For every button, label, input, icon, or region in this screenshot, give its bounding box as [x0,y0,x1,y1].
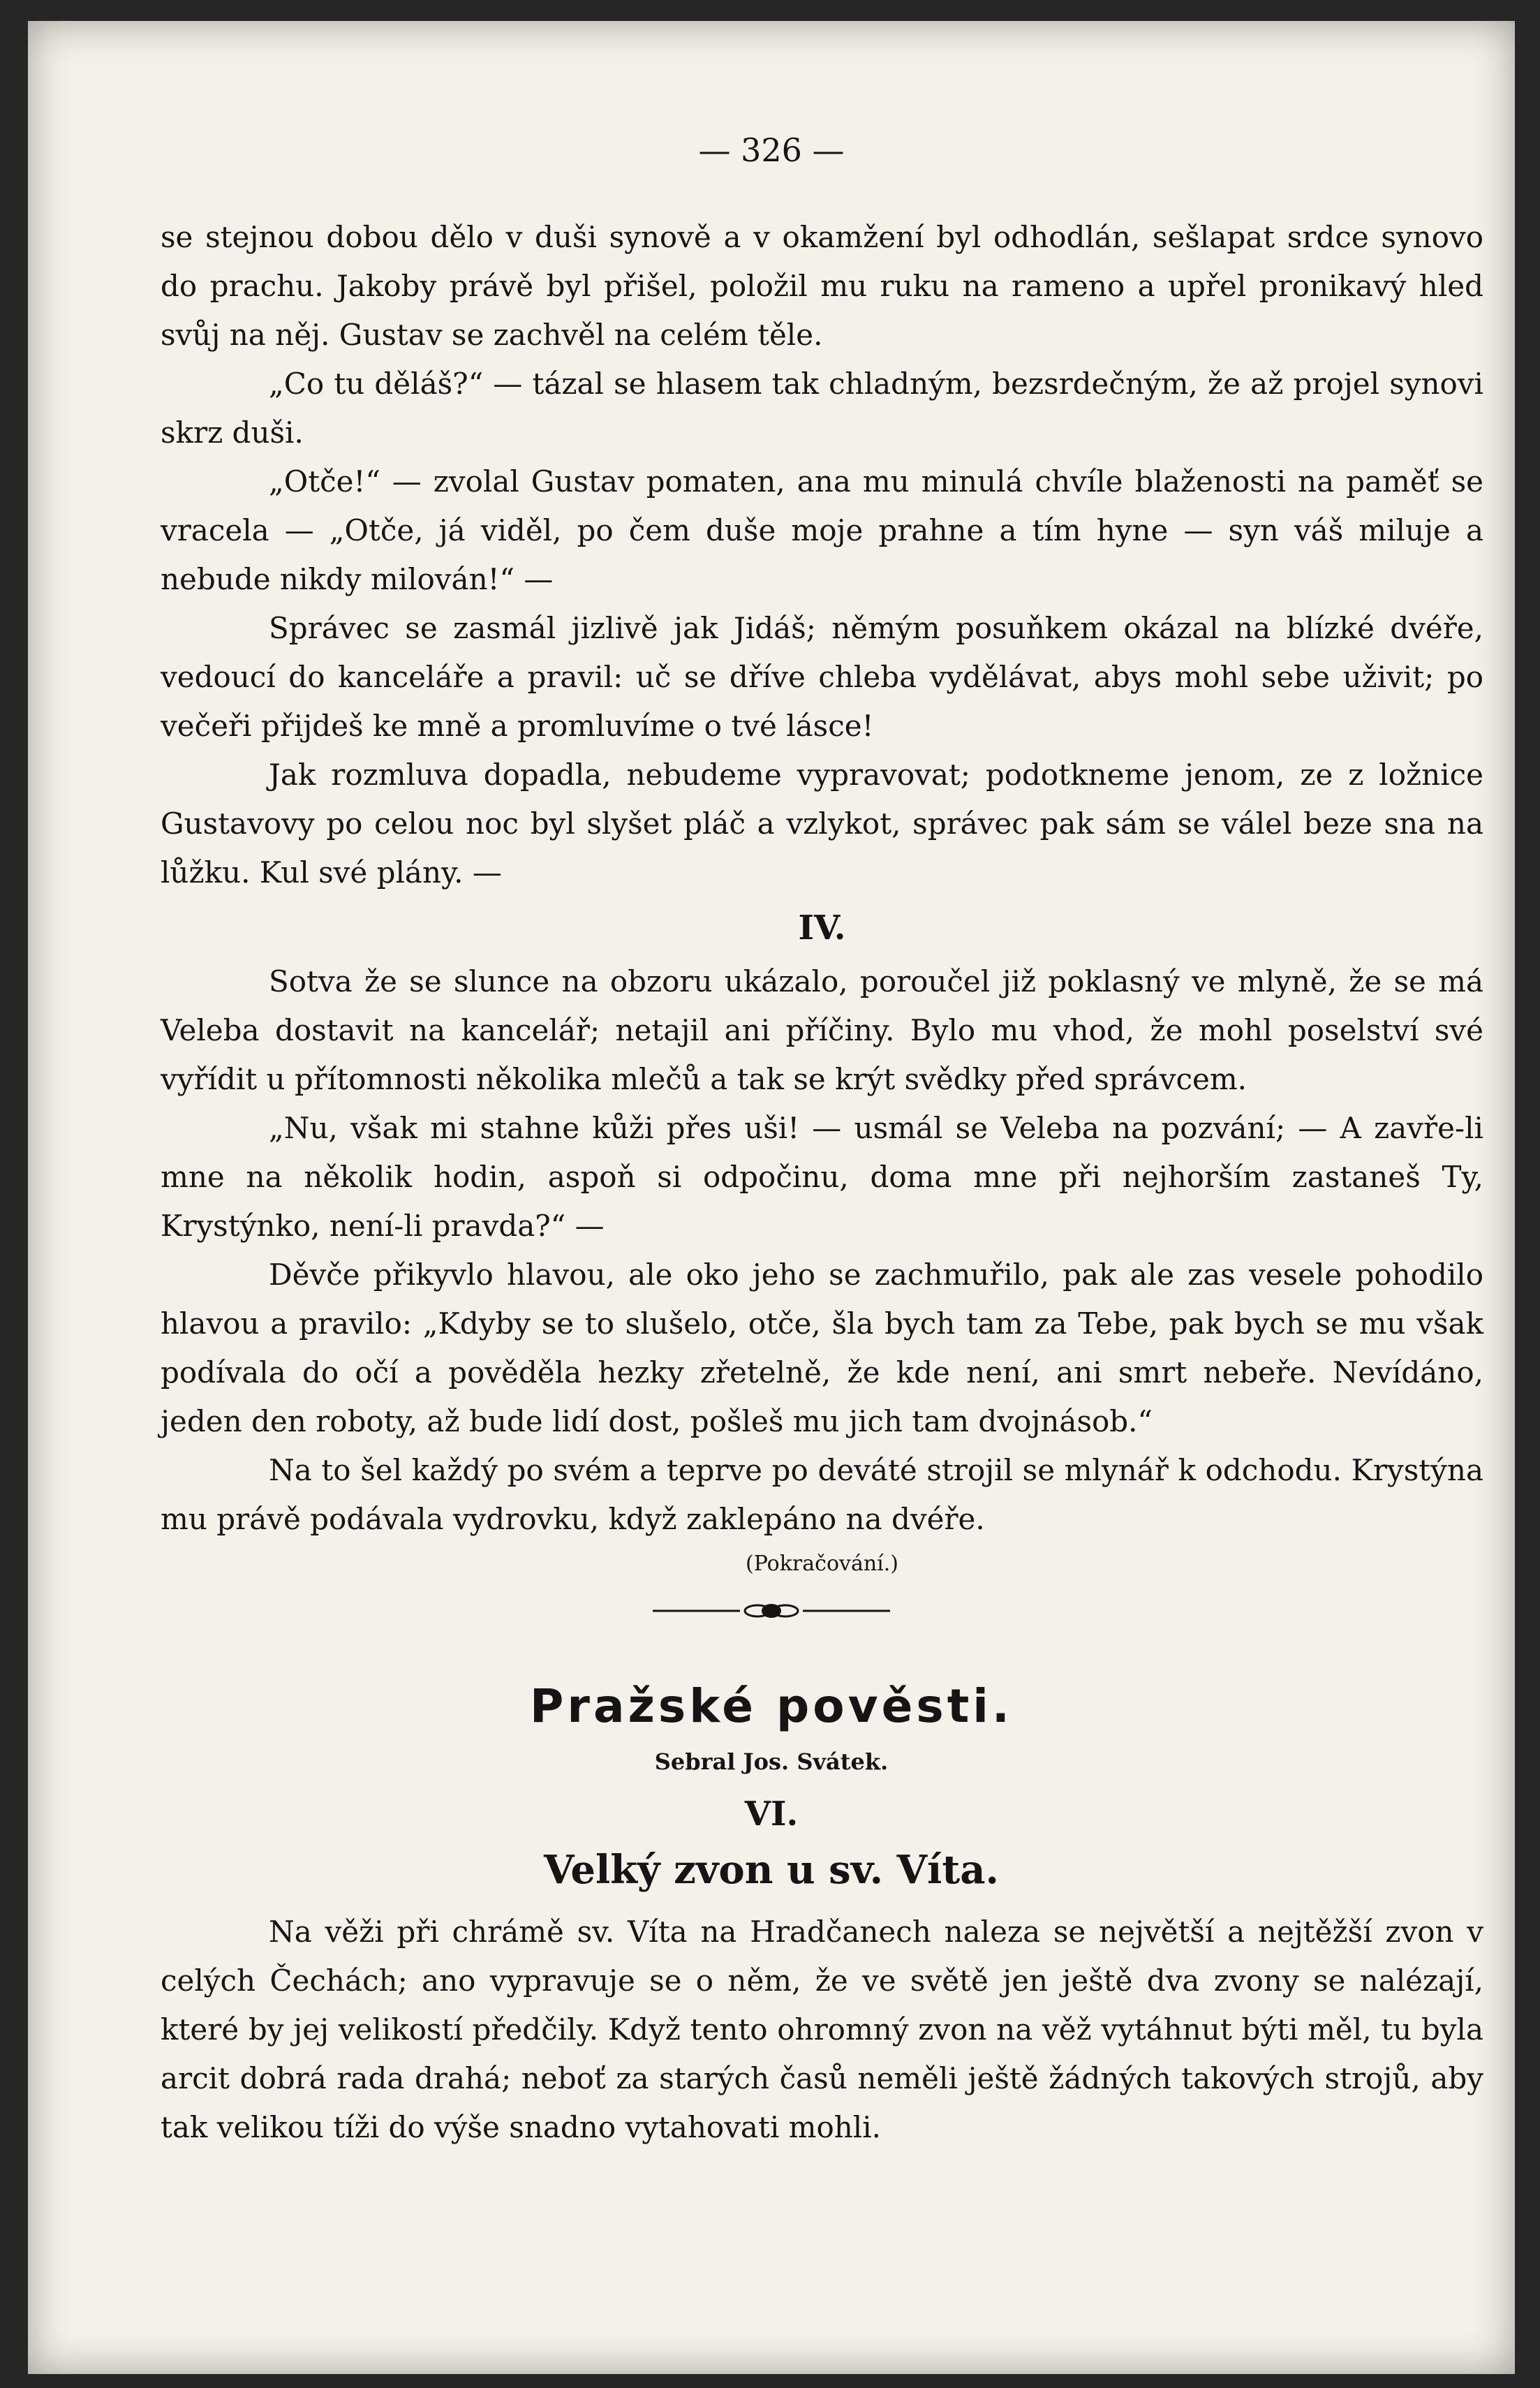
paragraph: se stejnou dobou dělo v duši synově a v okamžení byl odhodlán, sešlapat srdce synovo do prachu. Jakoby právě byl přišel, položil mu ruku na rameno a upřel pronikavý hled svůj na něj. Gustav se zachvěl na celém těle. [161,220,1483,352]
paragraph: Jak rozmluva dopadla, nebudeme vypravovat; podotkneme jenom, ze z ložnice Gustavovy po celou noc byl slyšet pláč a vzlykot, správec pak sám se válel beze sna na lůžku. Kul své plány. — [161,758,1483,890]
article-body [161,1908,1483,2152]
paragraph: „Co tu děláš?“ — tázal se hlasem tak chladným, bezsrdečným, že až projel synovi skrz duši. [161,367,1483,450]
paragraph: Na věži při chrámě sv. Víta na Hradčanech naleza se největší a nejtěžší zvon v celých Čechách; ano vypravuje se o něm, že ve světě jen ještě dva zvony se nalézají, které by jej velikostí předčily. Když tento ohromný zvon na věž vytáhnut býti měl, tu byla arcit dobrá rada drahá; neboť za starých časů neměli ještě žádných takových strojů, aby tak velikou tíži do výše snadno vytahovati mohli. [161,1915,1483,2144]
chapter-number: VI. [744,1794,799,1834]
article-byline: Sebral Jos. Svátek. [654,1748,889,1775]
paragraph: „Nu, však mi stahne kůži přes uši! — usmál se Veleba na pozvání; — A zavře-li mne na několik hodin, aspoň si odpočinu, doma mne při nejhorším zastaneš Ty, Krystýnko, není-li pravda?“ — [161,1111,1483,1243]
ornament-icon [653,1600,890,1621]
page-number: — 326 — [698,131,845,169]
paragraph: „Otče!“ — zvolal Gustav pomaten, ana mu minulá chvíle blaženosti na paměť se vracela — „Otče, já viděl, po čem duše moje prahne a tím hyne — syn váš miluje a nebude nikdy milován!“ — [161,464,1483,596]
paragraph: Na to šel každý po svém a teprve po deváté strojil se mlynář k odchodu. Krystýna mu právě podávala vydrovku, když zaklepáno na dvéře. [161,1453,1483,1536]
article-title: Pražské pověsti. [530,1679,1013,1733]
paragraph: Sotva že se slunce na obzoru ukázalo, poroučel již poklasný ve mlyně, že se má Veleba dostavit na kancelář; netajil ani příčiny. Bylo mu vhod, že mohl poselství své vyřídit u přítomnosti několika mlečů a tak se krýt svědky před správcem. [161,964,1483,1096]
section-heading: IV. [798,908,846,948]
divider-ornament [28,1600,1515,1625]
paragraph: Správec se zasmál jizlivě jak Jidáš; němým posuňkem okázal na blízké dvéře, vedoucí do kanceláře a pravil: uč se dříve chleba vydělávat, abys mohl sebe uživit; po večeři přijdeš ke mně a promluvíme o tvé lásce! [161,611,1483,743]
book-page [28,21,1515,2374]
paragraph: Děvče přikyvlo hlavou, ale oko jeho se zachmuřilo, pak ale zas vesele pohodilo hlavou a pravilo: „Kdyby se to slušelo, otče, šla bych tam za Tebe, pak bych se mu však podívala do očí a pověděla hezky zřetelně, že kde není, ani smrt nebeře. Nevídáno, jeden den roboty, až bude lidí dost, pošleš mu jich tam dvojnásob.“ [161,1258,1483,1438]
chapter-title: Velký zvon u sv. Víta. [544,1847,999,1893]
continued-note: (Pokračování.) [746,1552,898,1576]
story-continuation [161,213,1483,1580]
